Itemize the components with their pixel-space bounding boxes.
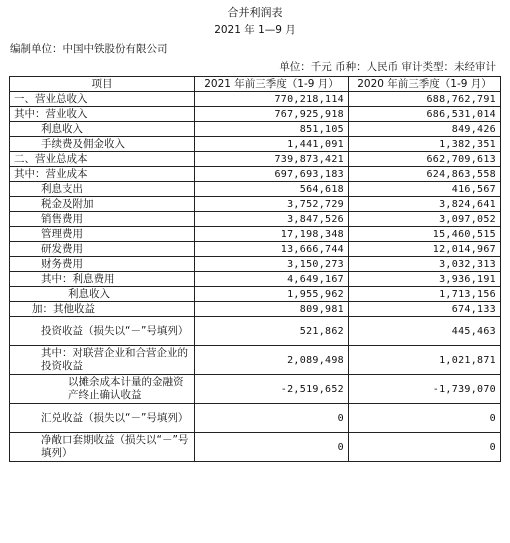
value-2020: 1,021,871 xyxy=(349,346,501,375)
table-row xyxy=(10,107,501,122)
value-2021: 851,105 xyxy=(195,122,349,137)
value-2021: 13,666,744 xyxy=(195,242,349,257)
income-statement-table xyxy=(9,76,501,462)
value-2021: 1,955,962 xyxy=(195,287,349,302)
row-label: 手续费及佣金收入 xyxy=(10,137,195,152)
row-label: 利息收入 xyxy=(10,122,195,137)
value-2021: 0 xyxy=(195,433,349,462)
table-row xyxy=(10,122,501,137)
value-2021: 2,089,498 xyxy=(195,346,349,375)
table-row xyxy=(10,346,501,375)
value-2020: 849,426 xyxy=(349,122,501,137)
value-2020: 3,032,313 xyxy=(349,257,501,272)
preparing-entity: 编制单位：中国中铁股份有限公司 xyxy=(10,43,168,55)
value-2020: 3,097,052 xyxy=(349,212,501,227)
row-label: 管理费用 xyxy=(10,227,195,242)
value-2020: -1,739,070 xyxy=(349,375,501,404)
row-label: 加：其他收益 xyxy=(10,302,195,317)
value-2021: 3,847,526 xyxy=(195,212,349,227)
table-row xyxy=(10,404,501,433)
value-2021: -2,519,652 xyxy=(195,375,349,404)
table-row xyxy=(10,272,501,287)
table-row xyxy=(10,212,501,227)
value-2021: 809,981 xyxy=(195,302,349,317)
value-2021: 767,925,918 xyxy=(195,107,349,122)
value-2020: 686,531,014 xyxy=(349,107,501,122)
table-row xyxy=(10,287,501,302)
report-title: 合并利润表 xyxy=(227,6,283,19)
value-2020: 0 xyxy=(349,404,501,433)
row-label: 汇兑收益（损失以“－”号填列） xyxy=(10,404,195,433)
row-label: 税金及附加 xyxy=(10,197,195,212)
value-2021: 4,649,167 xyxy=(195,272,349,287)
row-label: 以摊余成本计量的金融资产终止确认收益 xyxy=(10,375,195,404)
table-row xyxy=(10,92,501,107)
value-2020: 0 xyxy=(349,433,501,462)
value-2021: 564,618 xyxy=(195,182,349,197)
row-label: 其中：对联营企业和合营企业的投资收益 xyxy=(10,346,195,375)
value-2020: 15,460,515 xyxy=(349,227,501,242)
row-label: 财务费用 xyxy=(10,257,195,272)
value-2021: 1,441,091 xyxy=(195,137,349,152)
report-period: 2021 年 1—9 月 xyxy=(214,24,296,36)
row-label: 销售费用 xyxy=(10,212,195,227)
value-2020: 1,713,156 xyxy=(349,287,501,302)
table-row xyxy=(10,152,501,167)
value-2020: 662,709,613 xyxy=(349,152,501,167)
row-label: 利息收入 xyxy=(10,287,195,302)
table-row xyxy=(10,375,501,404)
value-2021: 521,862 xyxy=(195,317,349,346)
row-label: 一、营业总收入 xyxy=(10,92,195,107)
row-label: 其中：营业收入 xyxy=(10,107,195,122)
row-label: 二、营业总成本 xyxy=(10,152,195,167)
table-row xyxy=(10,302,501,317)
value-2020: 12,014,967 xyxy=(349,242,501,257)
table-row xyxy=(10,167,501,182)
row-label: 净敞口套期收益（损失以“－”号填列） xyxy=(10,433,195,462)
value-2020: 674,133 xyxy=(349,302,501,317)
value-2021: 739,873,421 xyxy=(195,152,349,167)
value-2020: 688,762,791 xyxy=(349,92,501,107)
table-row xyxy=(10,257,501,272)
row-label: 其中：营业成本 xyxy=(10,167,195,182)
table-row xyxy=(10,433,501,462)
column-header-2021: 2021 年前三季度（1-9 月） xyxy=(195,77,349,92)
value-2020: 3,936,191 xyxy=(349,272,501,287)
value-2020: 445,463 xyxy=(349,317,501,346)
value-2021: 770,218,114 xyxy=(195,92,349,107)
value-2020: 1,382,351 xyxy=(349,137,501,152)
value-2021: 17,198,348 xyxy=(195,227,349,242)
column-header-2020: 2020 年前三季度（1-9 月） xyxy=(349,77,501,92)
value-2021: 697,693,183 xyxy=(195,167,349,182)
row-label: 其中：利息费用 xyxy=(10,272,195,287)
table-row xyxy=(10,182,501,197)
value-2020: 416,567 xyxy=(349,182,501,197)
value-2020: 3,824,641 xyxy=(349,197,501,212)
row-label: 利息支出 xyxy=(10,182,195,197)
value-2021: 3,752,729 xyxy=(195,197,349,212)
table-header-row xyxy=(10,77,501,92)
unit-currency-audit: 单位：千元 币种：人民币 审计类型：未经审计 xyxy=(279,61,496,73)
table-row xyxy=(10,227,501,242)
value-2021: 3,150,273 xyxy=(195,257,349,272)
row-label: 研发费用 xyxy=(10,242,195,257)
value-2020: 624,863,558 xyxy=(349,167,501,182)
value-2021: 0 xyxy=(195,404,349,433)
row-label: 投资收益（损失以“－”号填列） xyxy=(10,317,195,346)
column-header-item: 项目 xyxy=(10,77,195,92)
table-row xyxy=(10,137,501,152)
table-row xyxy=(10,317,501,346)
table-row xyxy=(10,197,501,212)
table-row xyxy=(10,242,501,257)
